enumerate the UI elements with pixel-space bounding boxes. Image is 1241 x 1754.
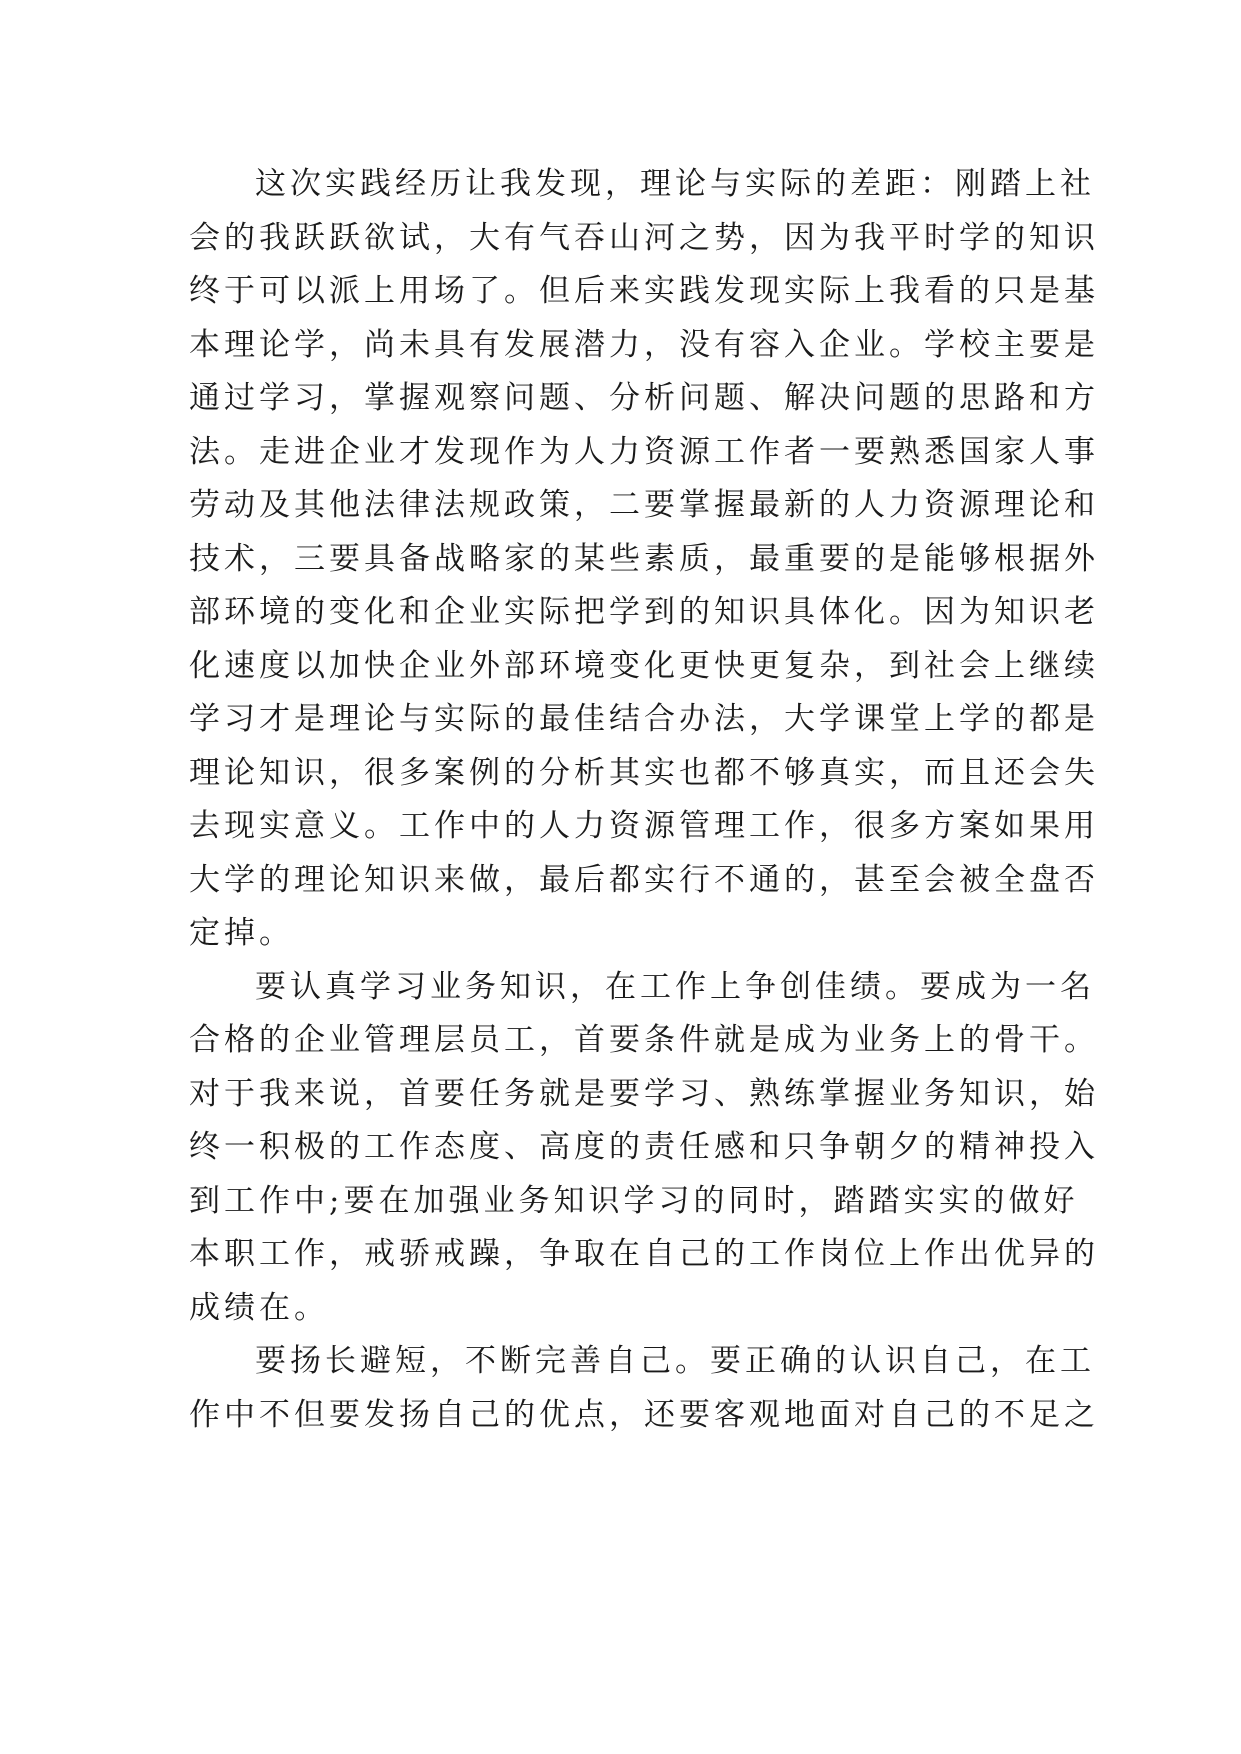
text-line: 技术，三要具备战略家的某些素质，最重要的是能够根据外 — [189, 540, 1099, 577]
text-line: 化速度以加快企业外部环境变化更快更复杂，到社会上继续 — [189, 647, 1099, 684]
text-line: 终于可以派上用场了。但后来实践发现实际上我看的只是基 — [189, 273, 1099, 309]
text-line: 法。走进企业才发现作为人力资源工作者一要熟悉国家人事 — [189, 433, 1099, 470]
text-line: 这次实践经历让我发现，理论与实际的差距：刚踏上社 — [255, 166, 1095, 202]
text-line: 本理论学，尚未具有发展潜力，没有容入企业。学校主要是 — [189, 326, 1099, 363]
text-line: 成绩在。 — [189, 1289, 329, 1326]
text-line: 会的我跃跃欲试，大有气吞山河之势，因为我平时学的知识 — [189, 219, 1099, 256]
text-line: 理论知识，很多案例的分析其实也都不够真实，而且还会失 — [189, 754, 1099, 791]
text-line: 本职工作，戒骄戒躁，争取在自己的工作岗位上作出优异的 — [189, 1236, 1099, 1272]
text-line: 去现实意义。工作中的人力资源管理工作，很多方案如果用 — [189, 808, 1099, 844]
text-line: 要认真学习业务知识，在工作上争创佳绩。要成为一名 — [255, 968, 1095, 1005]
text-line: 通过学习，掌握观察问题、分析问题、解决问题的思路和方 — [189, 380, 1099, 416]
paragraph-2 — [189, 961, 1099, 1336]
text-line: 作中不但要发扬自己的优点，还要客观地面对自己的不足之 — [189, 1396, 1099, 1433]
text-line: 部环境的变化和企业实际把学到的知识具体化。因为知识老 — [189, 594, 1099, 630]
text-line: 大学的理论知识来做，最后都实行不通的，甚至会被全盘否 — [189, 861, 1099, 898]
paragraph-3 — [189, 1335, 1099, 1442]
paragraph-1 — [189, 158, 1099, 961]
document-body — [189, 158, 1099, 1442]
text-line: 到工作中;要在加强业务知识学习的同时，踏踏实实的做好 — [189, 1182, 1079, 1219]
text-line: 对于我来说，首要任务就是要学习、熟练掌握业务知识，始 — [189, 1075, 1099, 1112]
text-line: 合格的企业管理层员工，首要条件就是成为业务上的骨干。 — [189, 1022, 1099, 1058]
text-line: 学习才是理论与实际的最佳结合办法，大学课堂上学的都是 — [189, 701, 1099, 737]
text-line: 定掉。 — [189, 915, 294, 951]
text-line: 要扬长避短，不断完善自己。要正确的认识自己，在工 — [255, 1343, 1095, 1379]
text-line: 劳动及其他法律法规政策，二要掌握最新的人力资源理论和 — [189, 487, 1099, 523]
text-line: 终一积极的工作态度、高度的责任感和只争朝夕的精神投入 — [189, 1129, 1099, 1165]
